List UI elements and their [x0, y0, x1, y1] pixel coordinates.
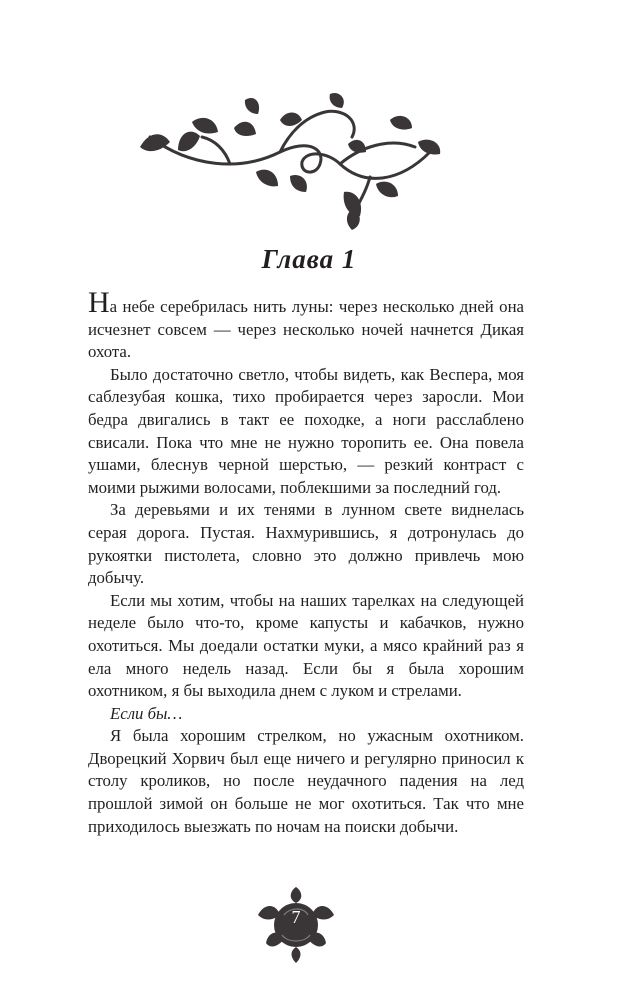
body-text [88, 286, 524, 838]
page-number-badge [254, 885, 338, 965]
page-number: 7 [291, 907, 301, 927]
rose-vine-ornament-icon [130, 92, 450, 232]
paragraph: Если мы хотим, чтобы на наших тарелках на следующей неделе было что-то, кроме капусты и кабачков, нужно охотиться. Мы доедали остатки муки, а мясо крайний раз я ела много недель назад. Если бы я была хорошим охотником, я бы выходила днем с луком и стрелами. [88, 590, 524, 701]
paragraph: На небе серебрилась нить луны: через несколько дней она исчезнет совсем — через несколько ночей начнется Дикая охота. [88, 286, 524, 362]
paragraph: Было достаточно светло, чтобы видеть, как Веспера, моя саблезубая кошка, тихо пробирается через заросли. Мои бедра двигались в такт ее походке, а ноги расслаблено свисали. Пока что мне не нужно торопить ее. Она повела ушами, блеснув черной шерстью, — резкий контраст с моими рыжими волосами, поблекшими за последний год. [88, 364, 524, 497]
paragraph: Если бы… [110, 703, 183, 723]
paragraph: Я была хорошим стрелком, но ужасным охотником. Дворецкий Хорвич был еще ничего и регулярно приносил к столу кроликов, но после неудачного падения на лед прошлой зимой он больше не мог охотиться. Так что мне приходилось выезжать по ночам на поиски добычи. [88, 726, 524, 836]
chapter-title: Глава 1 [261, 244, 357, 274]
drop-cap: Н [88, 286, 110, 319]
paragraph: За деревьями и их тенями в лунном свете виднелась серая дорога. Пустая. Нахмурившись, я дотронулась до рукоятки пистолета, словно это должно привлечь мою добычу. [88, 500, 524, 588]
